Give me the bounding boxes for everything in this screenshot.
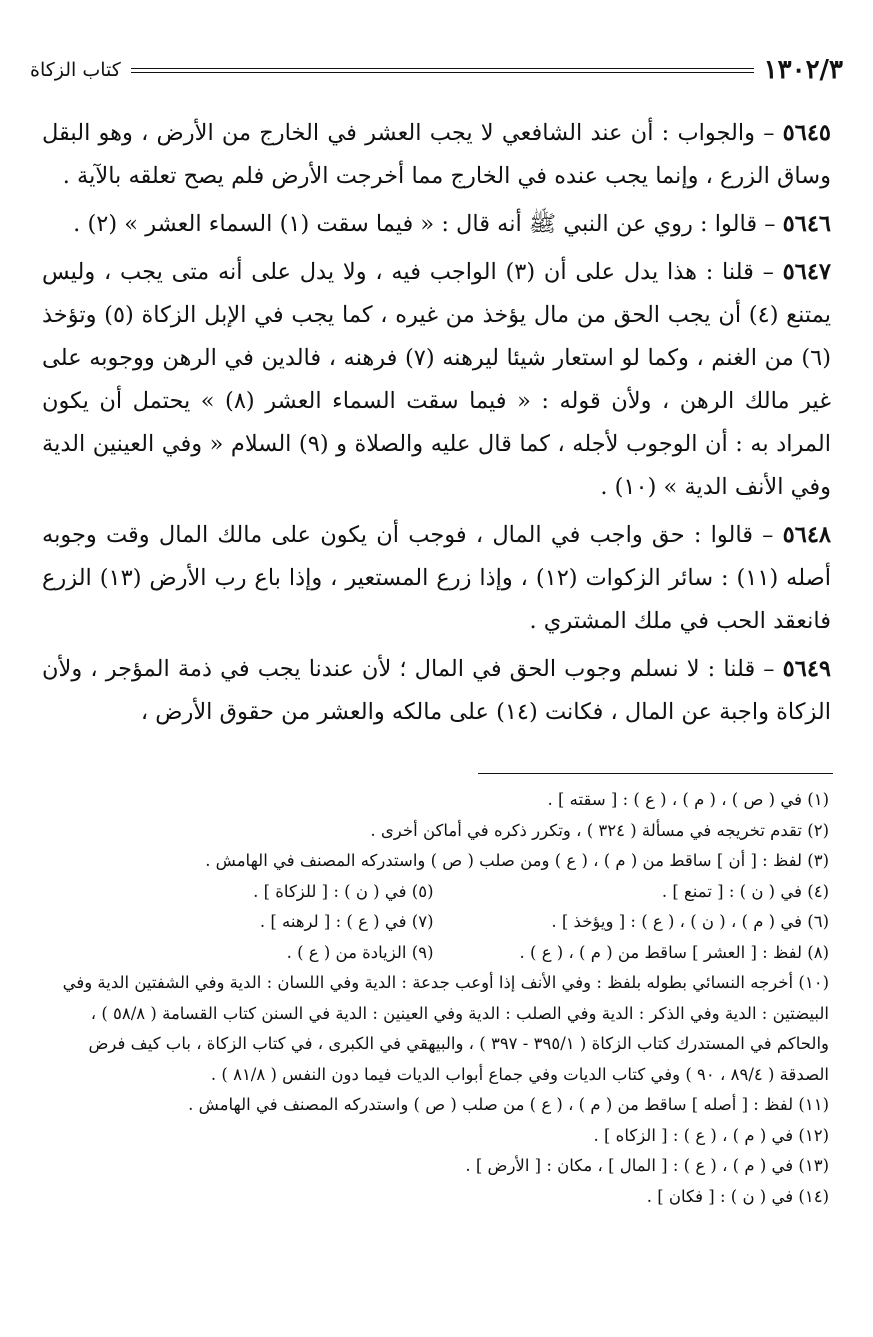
footnote-1: (١) في ( ص ) ، ( م ) ، ( ع ) : [ سقته ] . (547, 790, 829, 809)
footnote-6: (٦) في ( م ) ، ( ن ) ، ( ع ) : [ ويؤخذ ] . (551, 912, 829, 931)
footnote-9: (٩) الزيادة من ( ع ) . (286, 942, 434, 962)
running-header (30, 50, 843, 90)
footnote-8: (٨) لفظ : [ العشر ] ساقط من ( م ) ، ( ع ) . (519, 942, 829, 962)
paragraph-number: ٥٦٤٦ (782, 211, 831, 237)
footnote-11: (١١) لفظ : [ أصله ] ساقط من ( م ) ، ( ع ) من صلب ( ص ) واستدركه المصنف في الهامش . (188, 1095, 829, 1114)
paragraph-number: ٥٦٤٥ (782, 120, 831, 146)
footnote-13: (١٣) في ( م ) ، ( ع ) : [ المال ] ، مكان : [ الأرض ] . (465, 1156, 829, 1175)
footnote-7: (٧) في ( ع ) : [ لرهنه ] . (259, 912, 434, 931)
paragraph-text: – قلنا : هذا يدل على أن (٣) الواجب فيه ، ولا يدل على أنه متى يجب ، وليس يمتنع (٤) أن يجب الحق من مال يؤخذ من غيره ، كما يجب في الإبل الزكاة (٥) وتؤخذ (٦) من الغنم ، وكما لو استعار شيئا ليرهنه (٧) فرهنه ، فالدين في الرهن ووجوبه على غير مالك الرهن ، ولأن قوله : « فيما سقت السماء العشر (٨) » يحتمل أن يكون المراد به : أن الوجوب لأجله ، كما قال عليه والصلاة و (٩) السلام « وفي العينين الدية وفي الأنف الدية » (١٠) . (42, 259, 831, 500)
paragraph-text: – قالوا : روي عن النبي ﷺ أنه قال : « فيما سقت (١) السماء العشر » (٢) . (73, 211, 783, 237)
paragraph-number: ٥٦٤٩ (782, 656, 831, 682)
paragraph-5648 (42, 514, 831, 643)
paragraph-text: – قلنا : لا نسلم وجوب الحق في المال ؛ لأن عندنا يجب في ذمة المؤجر ، ولأن الزكاة واجبة عن المال ، فكانت (١٤) على مالكه والعشر من حقوق الأرض ، (42, 656, 831, 725)
page-number: ١٣٠٢/٣ (763, 55, 843, 85)
paragraph-5647 (42, 251, 831, 509)
paragraph-5645 (42, 112, 831, 198)
footnote-10: (١٠) أخرجه النسائي بطوله بلفظ : وفي الأنف إذا أوعب جدعة : الدية وفي اللسان : الدية وفي الشفتين الدية وفي البيضتين : الدية وفي الذكر : الدية وفي الصلب : الدية وفي العينين : الدية في السنن كتاب القسامة ( ٥٨/٨ ) ، والحاكم في المستدرك كتاب الزكاة ( ٣٩٥/١ - ٣٩٧ ) ، والبيهقي في الكبرى ، في كتاب الزكاة ، باب كيف فرض الصدقة ( ٨٩/٤ ، ٩٠ ) وفي كتاب الديات وفي جماع أبواب الديات فيما دون النفس ( ٨١/٨ ) . (62, 973, 829, 1084)
footnote-4: (٤) في ( ن ) : [ تمنع ] . (661, 881, 829, 901)
paragraph-text: – والجواب : أن عند الشافعي لا يجب العشر في الخارج من الأرض ، وهو البقل وساق الزرع ، وإنما يجب عنده في الخارج مما أخرجت الأرض فلم يصح تعلقه بالآية . (42, 120, 831, 189)
footnote-12: (١٢) في ( م ) ، ( ع ) : [ الزكاه ] . (593, 1125, 829, 1145)
footnote-row (38, 938, 829, 969)
paragraph-5646 (42, 203, 831, 246)
main-text (42, 112, 831, 739)
footnote-2: (٢) تقدم تخريجه في مسألة ( ٣٢٤ ) ، وتكرر ذكره في أماكن أخرى . (370, 820, 829, 840)
footnote-divider (478, 773, 833, 774)
footnotes (38, 785, 829, 1212)
footnote-row (38, 907, 829, 938)
footnote-5: (٥) في ( ن ) : [ للزكاة ] . (253, 881, 434, 901)
book-title: كتاب الزكاة (30, 59, 121, 81)
paragraph-number: ٥٦٤٨ (782, 522, 831, 548)
footnote-3: (٣) لفظ : [ أن ] ساقط من ( م ) ، ( ع ) ومن صلب ( ص ) واستدركه المصنف في الهامش . (205, 851, 829, 870)
footnote-row (38, 877, 829, 908)
header-rule (131, 68, 754, 73)
paragraph-number: ٥٦٤٧ (782, 259, 831, 285)
footnote-14: (١٤) في ( ن ) : [ فكان ] . (646, 1186, 829, 1206)
paragraph-5649 (42, 648, 831, 734)
paragraph-text: – قالوا : حق واجب في المال ، فوجب أن يكون على مالك المال وقت وجوبه أصله (١١) : سائر الزكوات (١٢) ، وإذا زرع المستعير ، وإذا باع رب الأرض (١٣) الزرع فانعقد الحب في ملك المشتري . (42, 522, 831, 634)
